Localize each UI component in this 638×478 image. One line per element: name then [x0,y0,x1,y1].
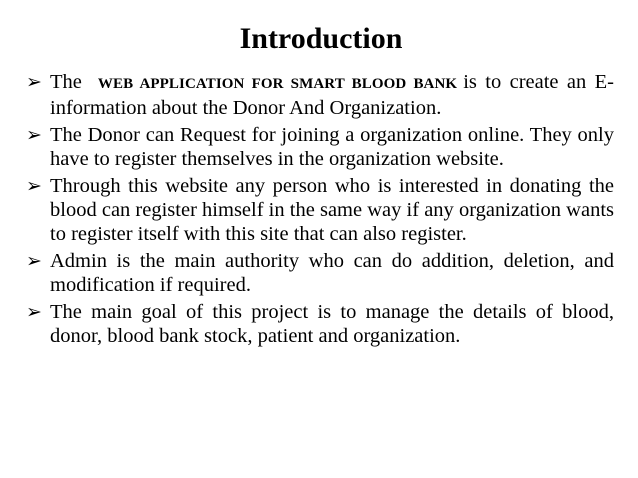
bullet-item-admin [26,249,614,297]
bullet-text: Admin is the main authority who can do addition, deletion, and modification if required. [50,250,614,296]
arrow-bullet-icon: ➢ [26,250,42,272]
bullet-item-registration [26,174,614,246]
bullet-text: The Donor can Request for joining a organization online. They only have to register themselves in the organization website. [50,124,614,170]
arrow-bullet-icon: ➢ [26,175,42,197]
bullet-lead-text: The [50,71,82,93]
arrow-bullet-icon: ➢ [26,71,42,93]
bullet-text: is to create an E-information about the Donor And Organization. [50,71,614,119]
project-name-emphasis: WEB APPLICATION FOR SMART BLOOD BANK [97,76,458,92]
bullet-list [26,70,614,348]
slide-title: Introduction [239,22,403,55]
bullet-text: The main goal of this project is to manage the details of blood, donor, blood bank stock, patient and organization. [50,301,614,347]
arrow-bullet-icon: ➢ [26,301,42,323]
bullet-item-project-name [26,70,614,120]
bullet-text: Through this website any person who is interested in donating the blood can register himself in the same way if any organization wants to register itself with this site that can also register. [50,175,614,245]
bullet-item-main-goal [26,300,614,348]
bullet-item-donor-request [26,123,614,171]
arrow-bullet-icon: ➢ [26,124,42,146]
